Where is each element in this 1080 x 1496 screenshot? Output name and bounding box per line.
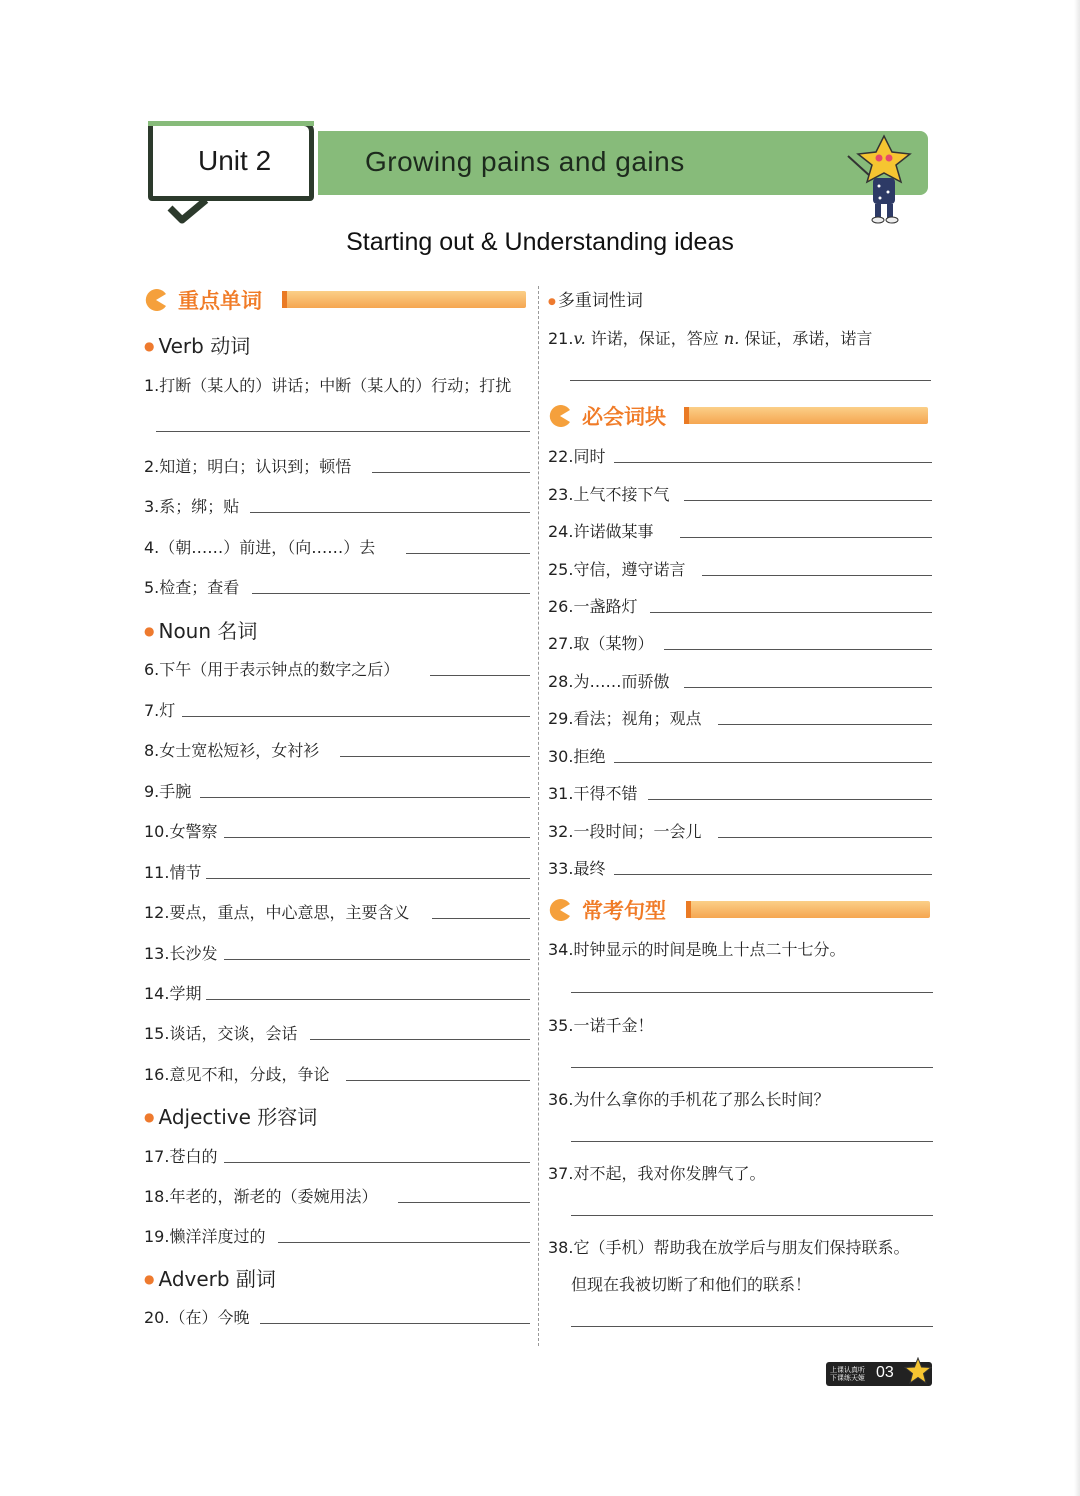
- section-title: 常考句型: [582, 899, 666, 923]
- answer-line[interactable]: [614, 874, 932, 875]
- vocab-item: 6.下午（用于表示钟点的数字之后）: [144, 657, 530, 681]
- answer-line[interactable]: [571, 1215, 933, 1216]
- answer-line[interactable]: [684, 500, 932, 501]
- answer-line[interactable]: [260, 1323, 530, 1324]
- unit-label: Unit 2: [198, 145, 272, 176]
- answer-line[interactable]: [346, 1080, 530, 1081]
- category-noun: ● Noun 名词: [144, 619, 258, 643]
- answer-line[interactable]: [430, 675, 530, 676]
- vocab-item: 5.检查；查看: [144, 575, 530, 599]
- vocab-item: 16.意见不和，分歧，争论: [144, 1062, 530, 1086]
- vocab-item: 29.看法；视角；观点: [548, 706, 932, 730]
- page-number: 03: [876, 1364, 894, 1381]
- vocab-item: 8.女士宽松短衫，女衬衫: [144, 738, 530, 762]
- vocab-item: 14.学期: [144, 981, 530, 1005]
- vocab-item: 27.取（某物）: [548, 631, 932, 655]
- answer-line[interactable]: [406, 553, 530, 554]
- answer-line[interactable]: [224, 837, 530, 838]
- vocab-item: 30.拒绝: [548, 744, 932, 768]
- answer-line[interactable]: [571, 1326, 933, 1327]
- answer-line[interactable]: [224, 959, 530, 960]
- answer-line[interactable]: [571, 1067, 933, 1068]
- answer-line[interactable]: [680, 537, 932, 538]
- answer-line[interactable]: [718, 837, 932, 838]
- vocab-item: 21.v. 许诺，保证，答应 n. 保证，承诺，诺言: [548, 329, 873, 348]
- answer-line[interactable]: [702, 575, 932, 576]
- sentence-item: 36.为什么拿你的手机花了那么长时间？: [548, 1090, 830, 1109]
- answer-line[interactable]: [614, 462, 932, 463]
- vocab-item: 23.上气不接下气: [548, 482, 932, 506]
- vocab-item: 3.系；绑；贴: [144, 494, 530, 518]
- pacman-icon: [548, 404, 572, 428]
- answer-line[interactable]: [156, 431, 530, 432]
- answer-line[interactable]: [310, 1039, 530, 1040]
- section-bar: [686, 901, 930, 918]
- answer-line[interactable]: [664, 649, 932, 650]
- section-sentence-patterns: [548, 895, 930, 925]
- answer-line[interactable]: [718, 724, 932, 725]
- section-key-words: [144, 285, 526, 315]
- section-must-chunks: [548, 401, 928, 431]
- vocab-item: 10.女警察: [144, 819, 530, 843]
- answer-line[interactable]: [250, 512, 530, 513]
- vocab-item: 24.许诺做某事: [548, 519, 932, 543]
- vocab-item: 9.手腕: [144, 779, 530, 803]
- vocab-item: 2.知道；明白；认识到；顿悟: [144, 454, 530, 478]
- category-adverb: ● Adverb 副词: [144, 1267, 276, 1291]
- pacman-icon: [144, 288, 168, 312]
- vocab-item: 4.（朝……）前进，（向……）去: [144, 535, 530, 559]
- section-title: 必会词块: [582, 405, 666, 429]
- vocab-item: 18.年老的，渐老的（委婉用法）: [144, 1184, 530, 1208]
- vocab-item: 32.一段时间；一会儿: [548, 819, 932, 843]
- answer-line[interactable]: [684, 687, 932, 688]
- section-bar: [684, 407, 928, 424]
- checkmark-icon: [166, 196, 210, 226]
- answer-line[interactable]: [224, 1162, 530, 1163]
- page-subtitle: Starting out & Understanding ideas: [346, 228, 734, 256]
- section-bar: [282, 291, 526, 308]
- answer-line[interactable]: [432, 918, 530, 919]
- answer-line[interactable]: [252, 593, 530, 594]
- answer-line[interactable]: [398, 1202, 530, 1203]
- answer-line[interactable]: [570, 380, 931, 381]
- vocab-item: 22.同时: [548, 444, 932, 468]
- sentence-item-continued: 但现在我被切断了和他们的联系！: [571, 1275, 812, 1294]
- answer-line[interactable]: [206, 999, 530, 1000]
- vocab-item: 19.懒洋洋度过的: [144, 1224, 530, 1248]
- answer-line[interactable]: [571, 1141, 933, 1142]
- footer-slogan: 上课认真听 下课练天姬: [830, 1366, 865, 1382]
- vocab-item: 11.情节: [144, 860, 530, 884]
- vocab-item: 7.灯: [144, 698, 530, 722]
- category-adjective: ● Adjective 形容词: [144, 1105, 318, 1129]
- answer-line[interactable]: [206, 878, 530, 879]
- vocab-item: 15.谈话，交谈，会话: [144, 1021, 530, 1045]
- answer-line[interactable]: [650, 612, 932, 613]
- column-divider: [538, 286, 539, 1346]
- vocab-item: 20.（在）今晚: [144, 1305, 530, 1329]
- vocab-item: 17.苍白的: [144, 1144, 530, 1168]
- category-verb: ● Verb 动词: [144, 334, 251, 358]
- answer-line[interactable]: [200, 797, 530, 798]
- vocab-item: 28.为……而骄傲: [548, 669, 932, 693]
- answer-line[interactable]: [571, 992, 933, 993]
- unit-title: Growing pains and gains: [365, 146, 685, 177]
- answer-line[interactable]: [182, 716, 530, 717]
- vocab-item: 26.一盏路灯: [548, 594, 932, 618]
- vocab-item: 13.长沙发: [144, 941, 530, 965]
- section-title: 重点单词: [178, 289, 262, 313]
- category-multi: ● 多重词性词: [548, 291, 643, 311]
- pacman-icon: [548, 898, 572, 922]
- answer-line[interactable]: [648, 799, 932, 800]
- answer-line[interactable]: [340, 756, 530, 757]
- vocab-item: 25.守信，遵守诺言: [548, 557, 932, 581]
- vocab-item: 1.打断（某人的）讲话；中断（某人的）行动；打扰: [144, 376, 512, 395]
- vocab-item: 33.最终: [548, 856, 932, 880]
- answer-line[interactable]: [614, 762, 932, 763]
- answer-line[interactable]: [278, 1242, 530, 1243]
- sentence-item: 37.对不起，我对你发脾气了。: [548, 1164, 766, 1183]
- sentence-item: 38.它（手机）帮助我在放学后与朋友们保持联系。: [548, 1238, 910, 1257]
- star-mascot-icon: [846, 134, 916, 224]
- page-edge-shadow: [1074, 0, 1080, 1496]
- answer-line[interactable]: [372, 472, 530, 473]
- sentence-item: 35.一诺千金！: [548, 1016, 654, 1035]
- star-icon: [904, 1357, 932, 1385]
- vocab-item: 12.要点，重点，中心意思，主要含义: [144, 900, 530, 924]
- vocab-item: 31.干得不错: [548, 781, 932, 805]
- sentence-item: 34.时钟显示的时间是晚上十点二十七分。: [548, 940, 846, 959]
